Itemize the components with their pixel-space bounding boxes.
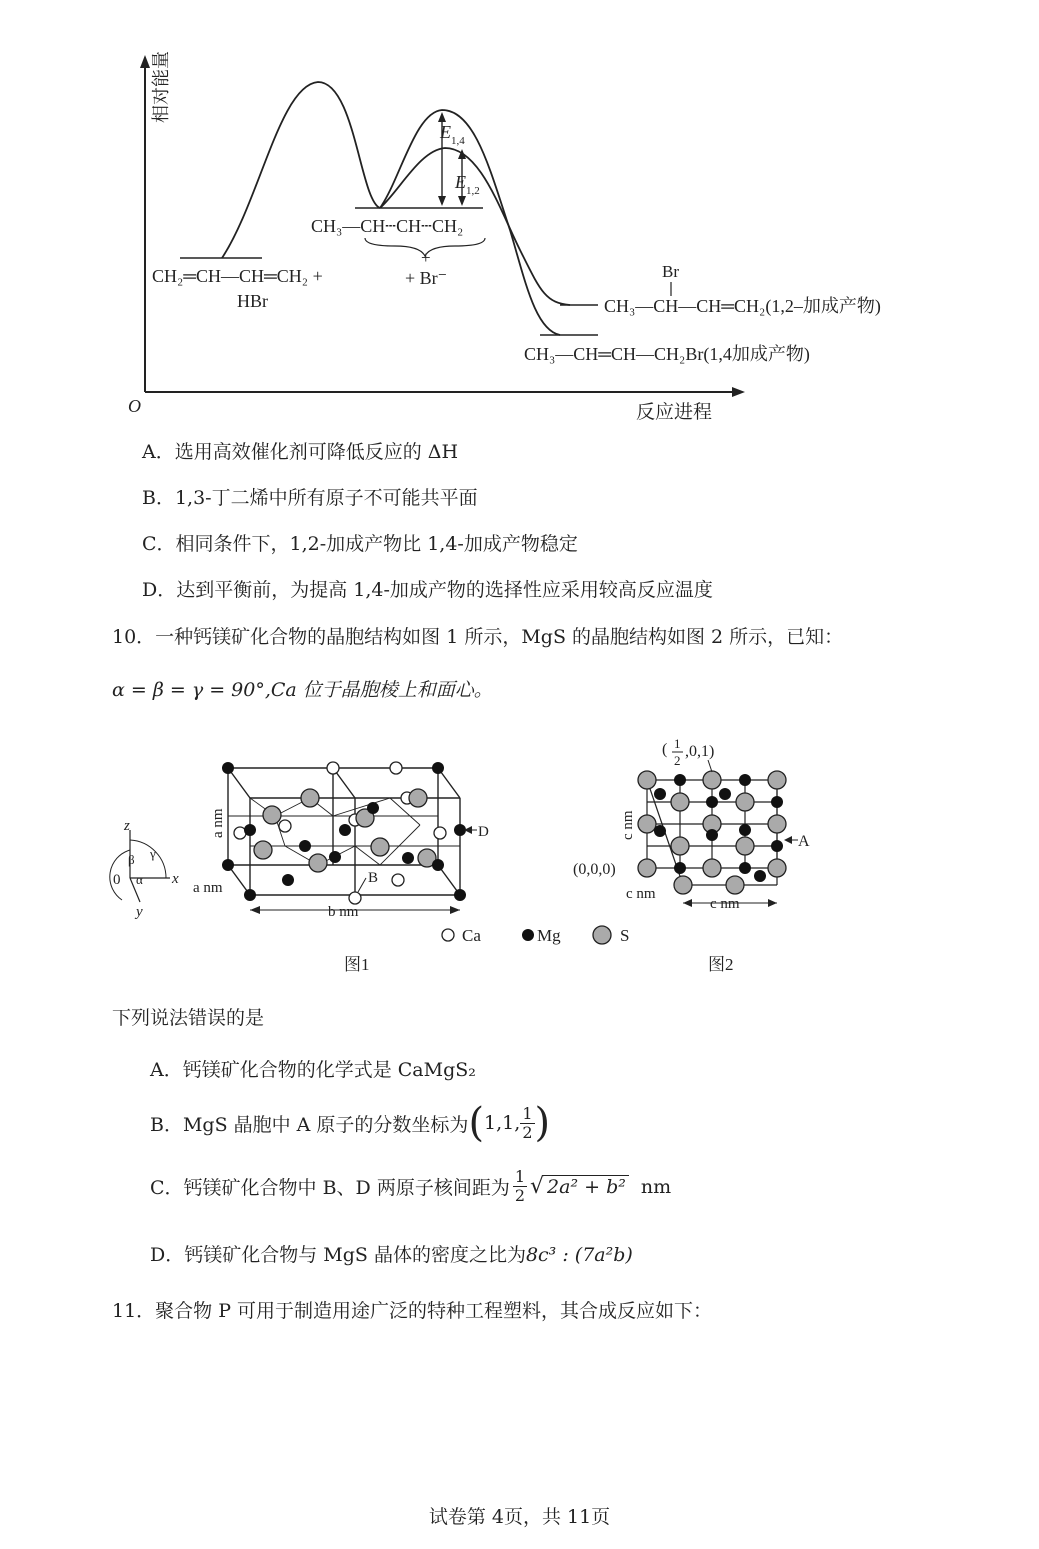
q9-option-d: D．达到平衡前，为提高 1,4-加成产物的选择性应采用较高反应温度 bbox=[142, 579, 713, 601]
q10-stem: 10．一种钙镁矿化合物的晶胞结构如图 1 所示，MgS 的晶胞结构如图 2 所示，已知： bbox=[112, 626, 844, 648]
axis-z-label: z bbox=[124, 818, 130, 834]
q11-stem: 11．聚合物 P 可用于制造用途广泛的特种工程塑料，其合成反应如下： bbox=[112, 1300, 713, 1322]
q9-option-a: A．选用高效催化剂可降低反应的 ΔH bbox=[142, 441, 459, 463]
fig1-label-b: B bbox=[368, 870, 379, 886]
legend bbox=[430, 920, 660, 950]
energy-diagram bbox=[0, 0, 1039, 430]
q9-option-c: C．相同条件下，1,2-加成产物比 1,4-加成产物稳定 bbox=[142, 533, 578, 555]
q9-option-b: B．1,3-丁二烯中所有原子不可能共平面 bbox=[142, 487, 478, 509]
fig2-c-nm-left: c nm bbox=[626, 886, 656, 902]
svg-text:E1,2: $E_{1,2}$ bbox=[455, 172, 480, 197]
intermediate-plus: + bbox=[421, 248, 431, 267]
legend-s: S bbox=[620, 926, 630, 945]
fig1-label-d: D bbox=[478, 824, 489, 840]
fig2-coord-den: 2 bbox=[674, 753, 681, 768]
intermediate-formula: CH₃—CH┄CH┄CH₂ bbox=[311, 216, 464, 236]
origin-label: O bbox=[128, 396, 141, 416]
alpha-label: α bbox=[136, 872, 143, 887]
reactant-formula: CH₂═CH—CH═CH₂ + bbox=[152, 266, 323, 286]
fig1-a-nm-side: a nm bbox=[210, 808, 226, 838]
svg-text:( bbox=[662, 741, 667, 758]
x-axis-label: 反应进程 bbox=[636, 402, 713, 423]
y-axis-label: 相对能量 bbox=[151, 51, 171, 123]
fig1-caption: 图1 bbox=[344, 955, 370, 974]
beta-label: β bbox=[128, 852, 135, 867]
fig2-coord-open: ( bbox=[662, 741, 668, 758]
fig2-c-nm-bottom: c nm bbox=[710, 896, 740, 912]
fig2-c-nm-side: c nm bbox=[620, 810, 636, 840]
fig2-origin-coord: (0,0,0) bbox=[573, 861, 616, 878]
fig1-b-nm: b nm bbox=[328, 904, 359, 920]
axis-origin-label: 0 bbox=[113, 872, 121, 888]
axis-y-label: y bbox=[136, 904, 143, 920]
q10-condition: α = β = γ = 90°,Ca 位于晶胞棱上和面心。 bbox=[112, 679, 493, 701]
legend-ca-marker bbox=[442, 929, 454, 941]
fig2-label-a: A bbox=[798, 833, 810, 850]
fig1-a-nm-bottom: a nm bbox=[193, 880, 223, 896]
product12-formula: CH₃—CH—CH═CH₂(1,2–加成产物) bbox=[604, 296, 881, 316]
intermediate-br: + Br⁻ bbox=[405, 268, 448, 288]
fig2-coord-rest: ,0,1) bbox=[685, 743, 715, 760]
y-axis-arrow bbox=[140, 55, 150, 68]
legend-ca: Ca bbox=[462, 926, 481, 945]
product14-formula: CH₃—CH═CH—CH₂Br(1,4加成产物) bbox=[524, 344, 810, 364]
legend-mg-marker bbox=[522, 929, 534, 941]
q10-option-c: C．钙镁矿化合物中 B、D 两原子核间距为 $\frac{1}{2}$ √ 2a² + b² nm bbox=[150, 1167, 672, 1205]
e14-label: E bbox=[440, 122, 451, 142]
page-footer: 试卷第 4页，共 11页 bbox=[428, 1506, 611, 1528]
q10-prompt: 下列说法错误的是 bbox=[112, 1007, 265, 1029]
product12-br: Br bbox=[662, 262, 679, 281]
fig2-caption: 图2 bbox=[708, 955, 734, 974]
reactant-hbr: HBr bbox=[237, 291, 268, 311]
legend-s-marker bbox=[593, 926, 611, 944]
e12-label: E bbox=[455, 172, 466, 192]
q10-option-a: A．钙镁矿化合物的化学式是 CaMgS₂ bbox=[150, 1059, 476, 1081]
legend-mg: Mg bbox=[537, 926, 561, 945]
fig2-coord-num: 1 bbox=[674, 736, 681, 751]
x-axis-arrow bbox=[732, 387, 745, 397]
q10-option-b: B．MgS 晶胞中 A 原子的分数坐标为 ( 1,1, $\frac{1}{2}$ ) bbox=[150, 1100, 551, 1146]
q10-option-d: D．钙镁矿化合物与 MgS 晶体的密度之比为8c³ : (7a²b) bbox=[150, 1244, 633, 1266]
gamma-label: γ bbox=[150, 846, 156, 861]
axis-x-label: x bbox=[172, 871, 179, 887]
svg-text:E1,4: $E_{1,4}$ bbox=[440, 122, 465, 147]
